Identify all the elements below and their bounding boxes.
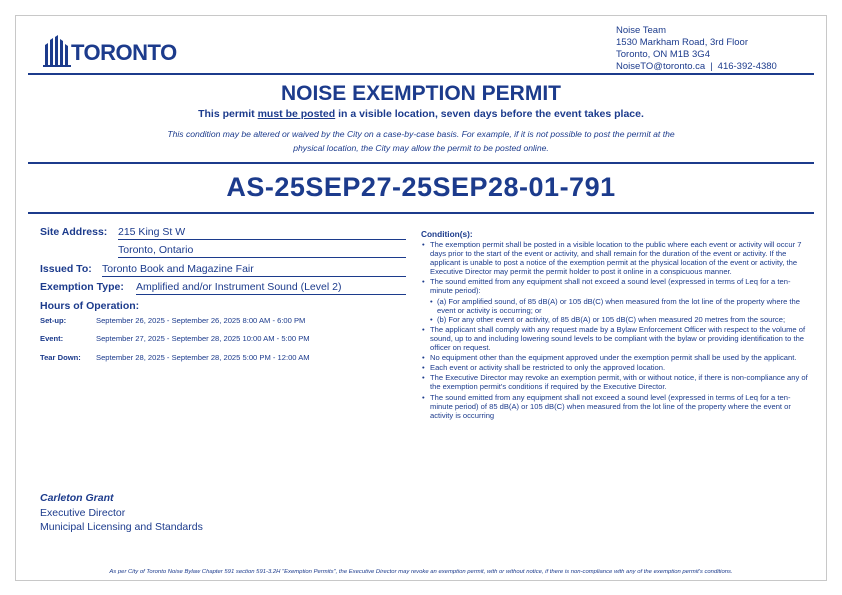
hours-title: Hours of Operation: bbox=[40, 300, 140, 312]
hours-row-label: Event: bbox=[40, 334, 64, 343]
signer-name: Carleton Grant bbox=[40, 492, 114, 504]
hours-row-teardown bbox=[40, 353, 310, 362]
contact-block bbox=[616, 25, 777, 73]
contact-phone: 416-392-4380 bbox=[717, 61, 777, 72]
condition-item: • The exemption permit shall be posted in a visible location to the public where each event or activity will occur 7 days prior to the start of the event or activity, and shall remain for the duration of the event or activity. If the applicant is unable to post a notice of the exemption permit at the physical location of the event or activity, the Executive Director may permit the permit holder to post it online in a conspicuous manner. bbox=[422, 240, 802, 277]
condition-sub-item: • (b) For any other event or activity, of 85 dB(A) or 105 dB(C) when measured 20 metres from the source; bbox=[430, 314, 786, 324]
signer-department: Municipal Licensing and Standards bbox=[40, 521, 203, 533]
hours-row-value: September 27, 2025 - September 28, 2025 10:00 AM - 5:00 PM bbox=[96, 334, 310, 343]
signer-title: Executive Director bbox=[40, 506, 126, 519]
posting-requirement bbox=[0, 108, 842, 120]
signer-block bbox=[40, 491, 203, 535]
issued-to-label: Issued To: bbox=[40, 263, 92, 275]
contact-team: Noise Team bbox=[616, 25, 666, 36]
condition-sub-item: • (a) For amplified sound, of 85 dB(A) or 105 dB(C) when measured from the lot line of the property where the event or activity is occurring; or bbox=[430, 296, 800, 315]
contact-address-line2: Toronto, ON M1B 3G4 bbox=[616, 49, 710, 60]
hours-row-event bbox=[40, 334, 310, 343]
hours-row-label: Tear Down: bbox=[40, 353, 81, 362]
condition-item: • The Executive Director may revoke an exemption permit, with or without notice, if there is non-compliance any of the exemption permit's conditions if required by the Executive Director. bbox=[422, 373, 808, 392]
contact-address-line1: 1530 Markham Road, 3rd Floor bbox=[616, 37, 749, 48]
footer-note: As per City of Toronto Noise Bylaw Chapter 591 section 591-3.2H "Exemption Permits", the Executive Director may revoke an exemption permit, with or without notice, if there is non-compliance with any of the exemption permit's conditions. bbox=[109, 569, 733, 575]
top-rule bbox=[28, 73, 814, 75]
site-address-line2: Toronto, Ontario bbox=[118, 244, 406, 258]
permit-number: AS-25SEP27-25SEP28-01-791 bbox=[226, 172, 616, 202]
hours-row-setup bbox=[40, 316, 305, 325]
site-address-line1: 215 King St W bbox=[118, 226, 406, 240]
conditions-title: Condition(s): bbox=[421, 229, 473, 239]
hours-row-label: Set-up: bbox=[40, 316, 67, 325]
hours-row-value: September 28, 2025 - September 28, 2025 5:00 PM - 12:00 AM bbox=[96, 353, 310, 362]
permit-number-top-rule bbox=[28, 162, 814, 164]
condition-item: • The sound emitted from any equipment shall not exceed a sound level (expressed in terms of Leq for a ten-minute period) of 85 dB(A) or 105 dB(C) when measured from the lot line of the property where the event or activity is occurring bbox=[422, 392, 791, 420]
conditions-list bbox=[421, 240, 813, 421]
contact-email[interactable]: NoiseTO@toronto.ca bbox=[616, 61, 706, 72]
posting-note: This condition may be altered or waived by the City on a case-by-case basis. For example, if it is not possible to post the permit at the physical location, the City may allow the permit to be posted online. bbox=[167, 129, 675, 153]
site-address-label: Site Address: bbox=[40, 226, 108, 238]
posting-text-emphasis: must be posted bbox=[257, 108, 336, 120]
exemption-type-label: Exemption Type: bbox=[40, 281, 124, 293]
contact-email-phone bbox=[616, 61, 777, 73]
permit-number-bottom-rule bbox=[28, 212, 814, 214]
condition-item: • Each event or activity shall be restricted to only the approved location. bbox=[422, 363, 666, 373]
posting-text-before: This permit bbox=[198, 108, 258, 120]
condition-item: • The applicant shall comply with any request made by a Bylaw Enforcement Officer with respect to the volume of sound, up to and including lowering sound levels to be compliant with the bylaw or providing identification to the officer on request. bbox=[422, 324, 806, 353]
exemption-type-value: Amplified and/or Instrument Sound (Level 2) bbox=[136, 281, 406, 295]
hours-row-value: September 26, 2025 - September 26, 2025 8:00 AM - 6:00 PM bbox=[96, 316, 306, 325]
condition-item: • No equipment other than the equipment approved under the exemption permit shall be used by the applicant. bbox=[422, 353, 797, 363]
logo-wordmark: TORONTO bbox=[71, 40, 177, 65]
page-title: NOISE EXEMPTION PERMIT bbox=[280, 82, 562, 105]
toronto-logo-icon bbox=[43, 35, 73, 67]
issued-to-value: Toronto Book and Magazine Fair bbox=[102, 263, 406, 277]
contact-separator: | bbox=[710, 61, 713, 72]
posting-text-after: in a visible location, seven days before the event takes place. bbox=[335, 108, 644, 120]
condition-item: • The sound emitted from any equipment shall not exceed a sound level (expressed in terms of Leq for a ten-minute period): bbox=[422, 277, 791, 296]
